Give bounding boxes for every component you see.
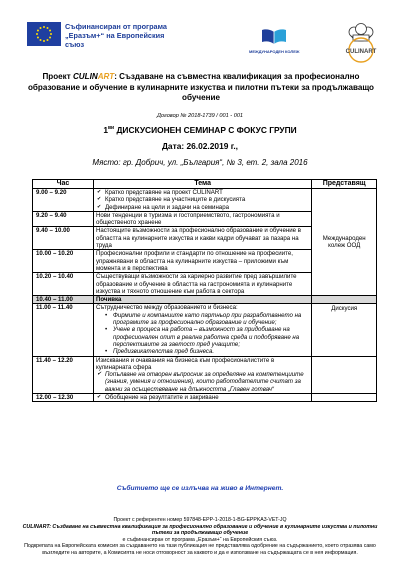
presenter-discussion: Дискусия	[312, 304, 377, 356]
header-topic: Тема	[93, 180, 311, 189]
table-header-row	[33, 180, 377, 189]
row-time: 9.40 – 10.00	[33, 227, 94, 250]
row-time: 9.00 – 9.20	[33, 189, 94, 212]
row-time: 10.00 – 10.20	[33, 250, 94, 273]
row-topic: Нови тенденции в туризма и гостоприемството, гастрономията и общественото хранене	[93, 211, 311, 227]
project-title-text: : Създаване на съвместна квалификация за професионално образование и обучение в кулинарните изкуства и пилотни пътеки за продължаващо обучение	[27, 72, 374, 102]
seminar-ordinal: ви	[107, 125, 115, 132]
header	[27, 22, 382, 70]
footer	[12, 517, 388, 557]
row-presenter-empty	[312, 356, 377, 393]
brand-culin: CULIN	[72, 72, 98, 81]
eu-star-icon	[36, 33, 38, 35]
footer-disclaimer: Подкрепата на Европейската комисия за създаването на тази публикация не представлява одобрение на съдържанието, което отразява само възгледите на авторите, а Комисията не носи отговорност за каквото и да е използване на съдържащата се в нея информация.	[24, 543, 376, 556]
brand-art: ART	[97, 72, 115, 81]
footer-cofin: е съфинансиран от програма „Еразъм+“ на Европейския съюз.	[122, 536, 278, 543]
row-presenter-empty	[312, 296, 377, 304]
row-topic	[93, 356, 311, 393]
list-item: ✔ Кратко представяне на проект CULINART	[96, 189, 309, 196]
row-time: 12.00 – 12.30	[33, 394, 94, 402]
eu-star-icon	[43, 26, 45, 28]
row-time: 10.20 – 10.40	[33, 273, 94, 296]
row-presenter-empty	[312, 394, 377, 402]
cofinance-text: Съфинансиран от програма „Еразъм+“ на Европейския съюз	[65, 22, 167, 49]
schedule-table	[32, 179, 377, 402]
row-time: 10.40 – 11.00	[33, 296, 94, 304]
row-topic: Почивка	[93, 296, 311, 304]
row-topic-heading: Изисквания и очаквания на бизнеса към професионалистите в кулинарната сфера	[95, 356, 275, 371]
list-item: • Учене в процеса на работа – възможност за придобиване на професионален опит в реална работна среда и подобряване на перспективите за заетост пред учащите;	[96, 326, 309, 348]
book-icon	[260, 26, 288, 46]
row-topic: Професионални профили и стандарти по отношение на професиите, упражнявани в областта на кулинарните изкуства – приложими към момента и в перспектива	[93, 250, 311, 273]
presenter-college: Международен колеж ООД	[312, 189, 377, 296]
row-topic	[93, 304, 311, 356]
row-topic	[93, 189, 311, 212]
eu-star-icon	[50, 33, 52, 35]
eu-star-icon	[49, 30, 51, 32]
culinart-logo-text: CULINART	[345, 49, 377, 55]
table-row-break	[33, 296, 377, 304]
eu-star-icon	[37, 37, 39, 39]
row-topic: Съществуващи възможности за кариерно развитие пред завършилите образование и обучение в областта на гастрономията и кулинарните изкуства и тяхното отношение към работа в сектора	[93, 273, 311, 296]
header-time: Час	[33, 180, 94, 189]
seminar-number: 1	[103, 125, 108, 135]
project-prefix: Проект	[42, 72, 71, 81]
eu-star-icon	[47, 39, 49, 41]
table-row	[33, 189, 377, 212]
eu-star-icon	[47, 27, 49, 29]
list-item: • Предизвикателства пред бизнеса.	[96, 348, 309, 355]
list-item: ✔ Кратко представяне на участниците в дискусията	[96, 196, 309, 203]
list-item: ✔ Обобщение на резултатите и закриване	[96, 394, 309, 401]
live-note: Събитието ще се излъчва на живо в Интернет.	[116, 485, 284, 492]
college-logo-text: МЕЖДУНАРОДЕН КОЛЕЖ	[249, 49, 300, 54]
eu-star-icon	[43, 40, 45, 42]
header-presenter: Представящ	[312, 180, 377, 189]
eu-star-icon	[37, 30, 39, 32]
table-row	[33, 356, 377, 393]
eu-star-icon	[49, 37, 51, 39]
project-title	[22, 72, 380, 104]
row-time: 11.00 – 11.40	[33, 304, 94, 356]
row-time: 9.20 – 9.40	[33, 211, 94, 227]
eu-star-icon	[40, 39, 42, 41]
list-item: ✔ Попълване на отворен въпросник за определяне на компетенциите (знания, умения и отношения), които работодателите считат за важни за осъществяване на длъжността „Главен готвач“	[96, 371, 309, 393]
contract-number: Договор № 2018-1739 / 001 - 001	[156, 113, 244, 119]
culinart-logo	[340, 22, 382, 66]
seminar-title-text: ДИСКУСИОНЕН СЕМИНАР С ФОКУС ГРУПИ	[114, 125, 297, 135]
eu-flag-icon	[27, 22, 61, 46]
row-topic	[93, 394, 311, 402]
college-logo	[249, 26, 299, 54]
project-brand	[73, 72, 114, 81]
eu-star-icon	[40, 27, 42, 29]
footer-title: CULINART: Създаване на съвместна квалификация за професионално образование и обучение в кулинарните изкуства и пилотни пътеки за продължаващо обучение	[22, 523, 378, 537]
list-item: • Фирмите и компаниите като партньор при разработването на програмите за професионално образование и обучение;	[96, 312, 309, 327]
footer-ref: Проект с референтен номер 597848-EPP-1-2018-1-BG-EPPKA3-VET-JQ	[113, 517, 287, 523]
table-row	[33, 394, 377, 402]
seminar-date: Дата: 26.02.2019 г.,	[161, 141, 239, 151]
row-topic: Настоящите възможности за професионално образование и обучение в областта на кулинарните изкуства и какви кадри обучават за пазара на труда	[93, 227, 311, 250]
list-item: ✔ Дефиниране на цели и задачи на семинара	[96, 204, 309, 211]
seminar-title	[0, 125, 400, 135]
row-time: 11.40 – 12.20	[33, 356, 94, 393]
table-row	[33, 304, 377, 356]
row-topic-heading: Сътрудничество между образованието и бизнеса:	[95, 304, 238, 312]
seminar-place: Място: гр. Добрич, ул. „България“, № 3, ет. 2, зала 2016	[92, 158, 308, 167]
